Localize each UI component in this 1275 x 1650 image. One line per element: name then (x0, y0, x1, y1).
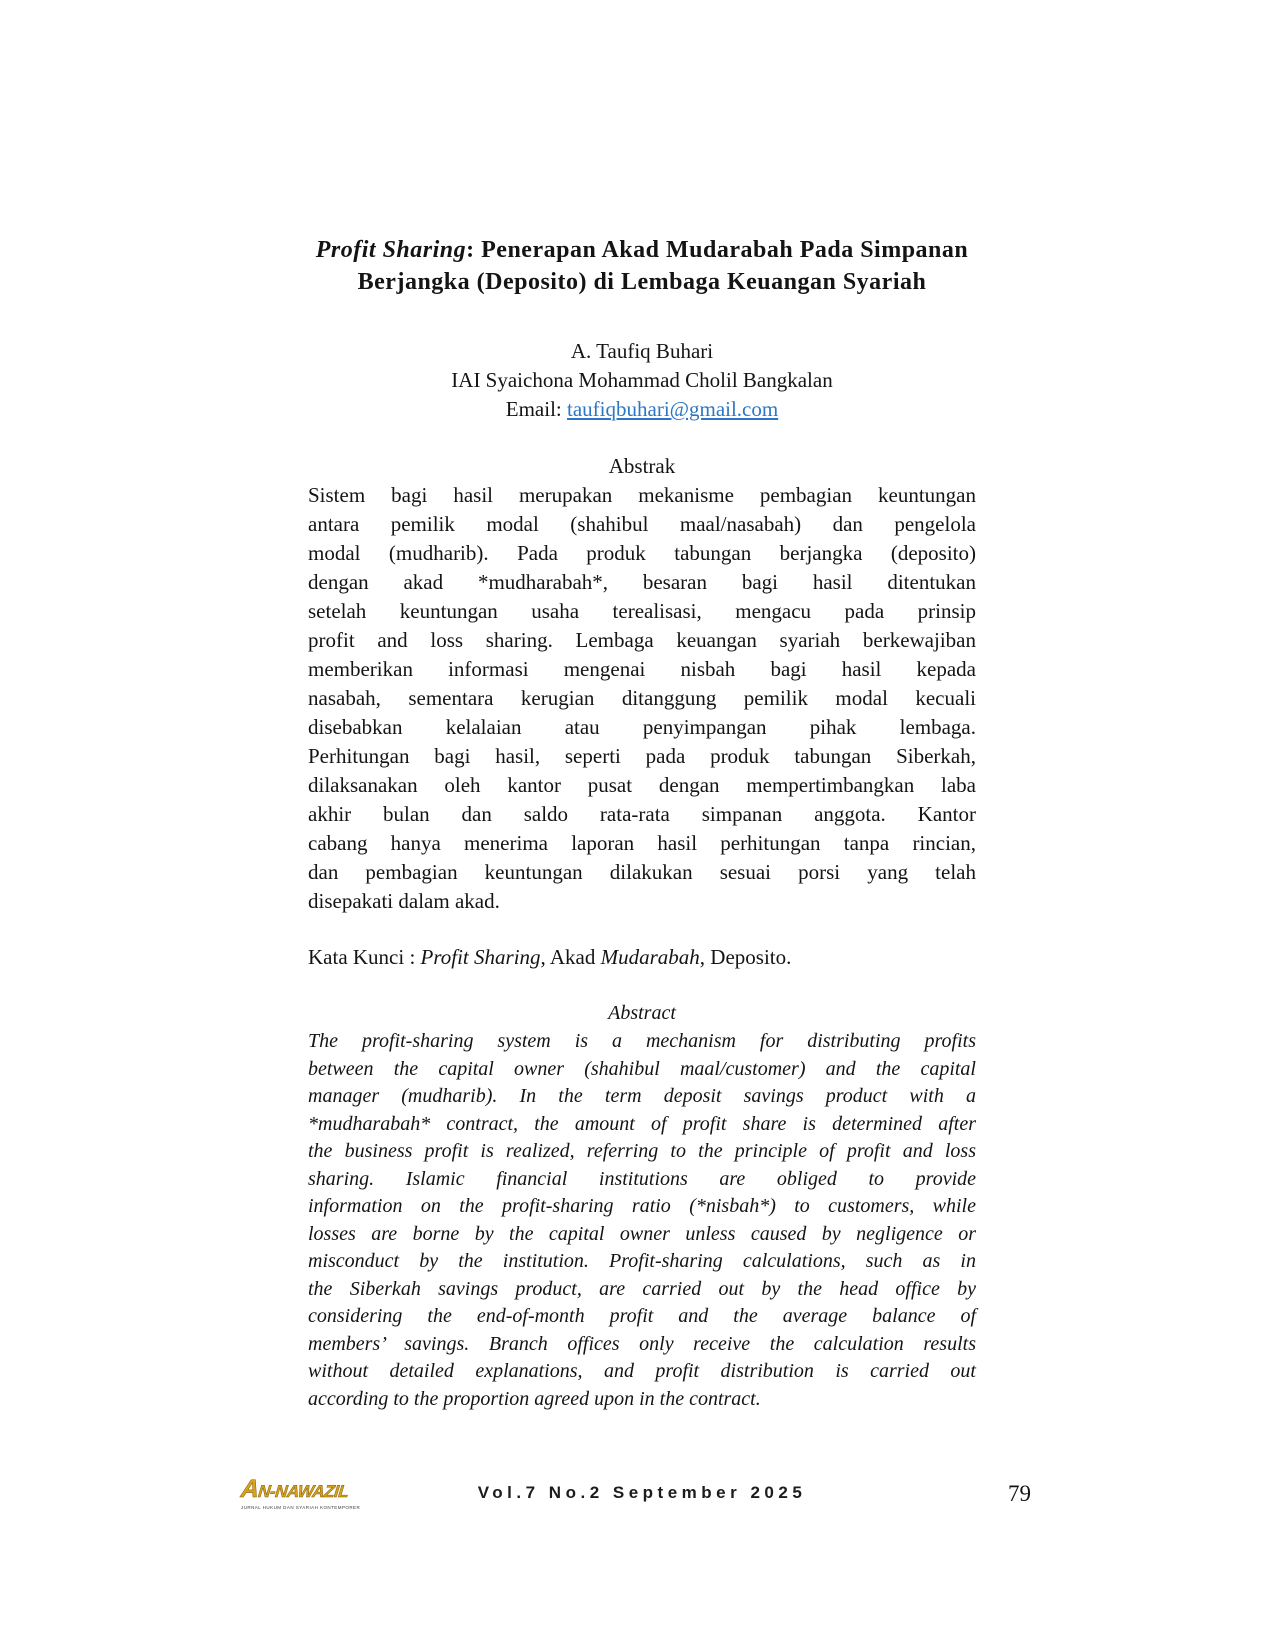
paragraph-line: cabang hanya menerima laporan hasil perhitungan tanpa rincian, (308, 831, 976, 855)
journal-logo-text: AN-NAWAZIL (239, 1475, 350, 1503)
abstract-en-heading: Abstract (608, 1002, 676, 1024)
author-block (308, 337, 976, 424)
keywords-line (308, 943, 976, 972)
paragraph-line: Perhitungan bagi hasil, seperti pada produk tabungan Siberkah, (308, 744, 976, 768)
author-affiliation: IAI Syaichona Mohammad Cholil Bangkalan (451, 368, 833, 392)
paragraph-line: losses are borne by the capital owner unless caused by negligence or (308, 1222, 976, 1245)
paragraph-line: manager (mudharib). In the term deposit savings product with a (308, 1085, 976, 1107)
keyword-segment: Kata Kunci : (308, 945, 421, 969)
paragraph-line: antara pemilik modal (shahibul maal/nasabah) dan pengelola (308, 512, 976, 536)
paragraph-line: information on the profit-sharing ratio (*nisbah*) to customers, while (308, 1195, 976, 1217)
paragraph-line: members’ savings. Branch offices only receive the calculation results (308, 1332, 976, 1355)
article-title (308, 234, 976, 298)
paragraph-line: without detailed explanations, and profit distribution is carried out (308, 1360, 976, 1382)
abstract-id-heading: Abstrak (608, 454, 676, 478)
email-label: Email: (505, 397, 568, 421)
paragraph-line: according to the proportion agreed upon in the contract. (308, 1387, 761, 1410)
paragraph-line: the Siberkah savings product, are carried out by the head office by (308, 1277, 976, 1300)
paragraph-line: dengan akad *mudharabah*, besaran bagi hasil ditentukan (308, 570, 976, 594)
article-title-line1 (308, 234, 976, 266)
keyword-segment: Mudarabah (600, 945, 700, 969)
paragraph-line: The profit-sharing system is a mechanism for distributing profits (308, 1030, 976, 1052)
article-title-line2: Berjangka (Deposito) di Lembaga Keuangan Syariah (357, 269, 927, 295)
paragraph-line: dilaksanakan oleh kantor pusat dengan mempertimbangkan laba (308, 773, 976, 797)
journal-logo-tagline: JURNAL HUKUM DAN SYARIAH KONTEMPORER (241, 1505, 361, 1510)
paragraph-line: nasabah, sementara kerugian ditanggung pemilik modal kecuali (308, 686, 976, 710)
abstract-en-paragraph (308, 1028, 976, 1413)
keyword-segment: Profit Sharing (420, 945, 541, 969)
paragraph-line: setelah keuntungan usaha terealisasi, mengacu pada prinsip (308, 599, 976, 623)
paragraph-line: the business profit is realized, referring to the principle of profit and loss (308, 1140, 976, 1162)
paragraph-line: *mudharabah* contract, the amount of profit share is determined after (308, 1112, 976, 1135)
article-title-italic-part: Profit Sharing (315, 237, 467, 263)
author-name: A. Taufiq Buhari (570, 339, 714, 363)
paragraph-line: misconduct by the institution. Profit-sharing calculations, such as in (308, 1250, 976, 1272)
paragraph-line: akhir bulan dan saldo rata-rata simpanan anggota. Kantor (308, 802, 976, 826)
paragraph-line: disepakati dalam akad. (308, 889, 500, 913)
paragraph-line: modal (mudharib). Pada produk tabungan berjangka (deposito) (308, 541, 976, 565)
paragraph-line: profit and loss sharing. Lembaga keuangan syariah berkewajiban (308, 628, 976, 652)
article-title-line1-rest: : Penerapan Akad Mudarabah Pada Simpanan (466, 237, 969, 263)
author-email-line (308, 395, 976, 424)
volume-info: Vol.7 No.2 September 2025 (477, 1483, 807, 1502)
paragraph-line: considering the end-of-month profit and the average balance of (308, 1305, 976, 1327)
keyword-segment: , Deposito. (699, 945, 792, 969)
keyword-segment: , Akad (540, 945, 601, 969)
abstract-id-paragraph (308, 481, 976, 916)
paragraph-line: sharing. Islamic financial institutions are obliged to provide (308, 1167, 976, 1190)
paragraph-line: memberikan informasi mengenai nisbah bagi hasil kepada (308, 657, 976, 681)
paragraph-line: dan pembagian keuntungan dilakukan sesuai porsi yang telah (308, 860, 976, 884)
page-number: 79 (1008, 1481, 1031, 1506)
paragraph-line: between the capital owner (shahibul maal/customer) and the capital (308, 1057, 976, 1080)
paragraph-line: Sistem bagi hasil merupakan mekanisme pembagian keuntungan (308, 483, 976, 507)
email-link[interactable]: taufiqbuhari@gmail.com (567, 397, 779, 421)
paragraph-line: disebabkan kelalaian atau penyimpangan pihak lembaga. (308, 715, 976, 739)
